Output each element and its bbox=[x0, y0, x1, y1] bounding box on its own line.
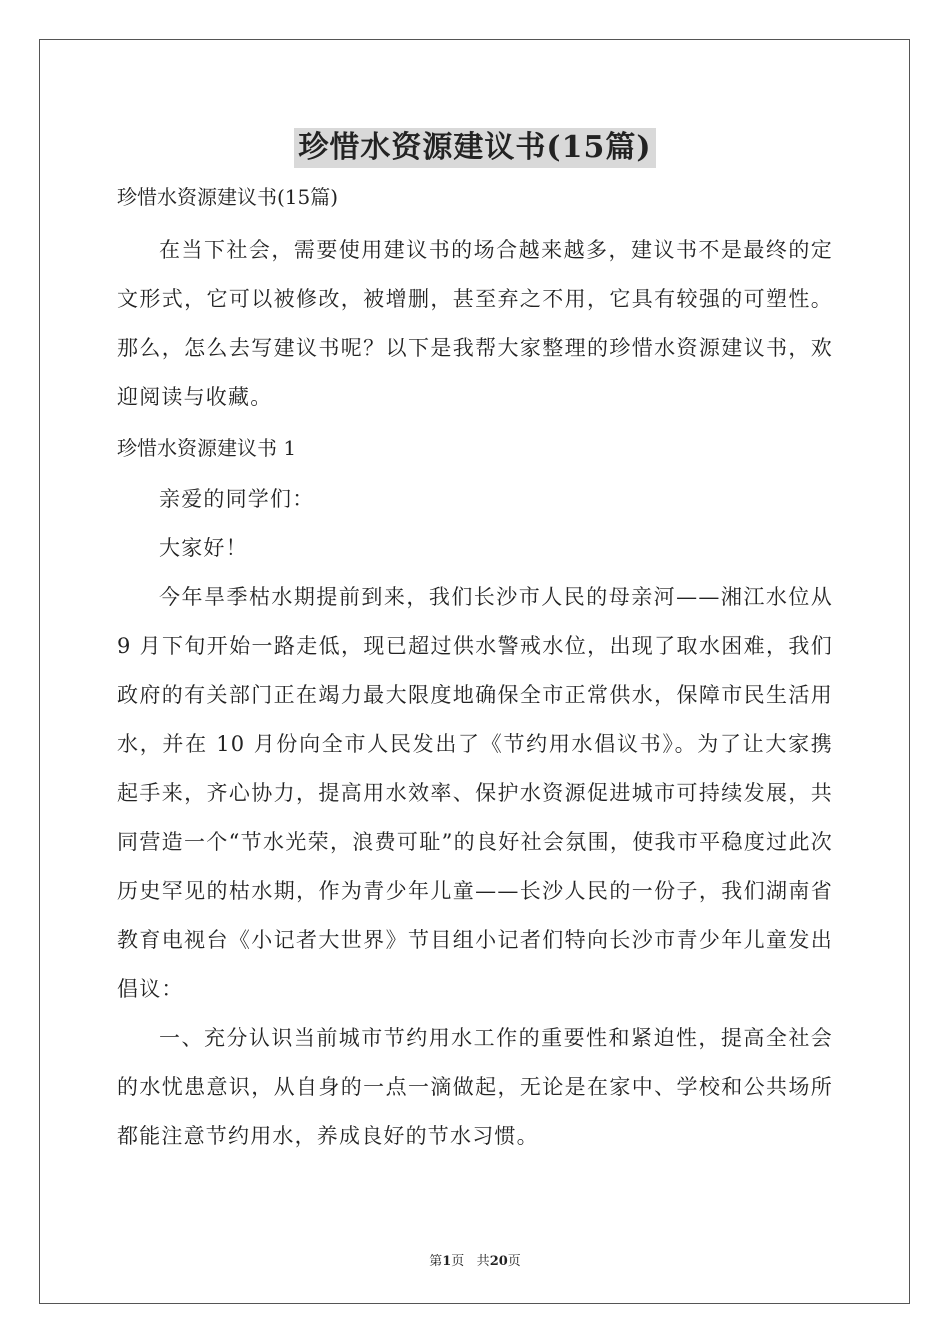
section-heading: 珍惜水资源建议书 1 bbox=[117, 436, 297, 460]
footer-page-prefix: 第 bbox=[429, 1254, 443, 1269]
hello-paragraph: 大家好！ bbox=[159, 536, 248, 560]
footer-total-prefix: 共 bbox=[476, 1254, 490, 1269]
greeting-paragraph: 亲爱的同学们： bbox=[159, 487, 315, 511]
footer-page-suffix: 页 bbox=[451, 1254, 465, 1269]
document-subtitle: 珍惜水资源建议书(15篇) bbox=[117, 185, 339, 209]
title-wrap bbox=[0, 128, 950, 168]
footer-total-number: 20 bbox=[489, 1254, 508, 1269]
document-title: 珍惜水资源建议书(15篇) bbox=[294, 128, 655, 168]
footer-total-suffix: 页 bbox=[507, 1254, 521, 1269]
footer-page-number: 1 bbox=[442, 1254, 452, 1269]
document-body bbox=[117, 180, 833, 1161]
body-paragraph-1: 今年旱季枯水期提前到来，我们长沙市人民的母亲河——湘江水位从 9 月下旬开始一路走低，现已超过供水警戒水位，出现了取水困难，我们政府的有关部门正在竭力最大限度地确保全市正常供水，保障市民生活用水，并在 10 月份向全市人民发出了《节约用水倡议书》。为了让大家携起手来，齐心协力，提高用水效率、保护水资源促进城市可持续发展，共同营造一个“节水光荣，浪费可耻”的良好社会氛围，使我市平稳度过此次历史罕见的枯水期，作为青少年儿童——长沙人民的一份子，我们湖南省教育电视台《小记者大世界》节目组小记者们特向长沙市青少年儿童发出倡议： bbox=[117, 585, 833, 1001]
intro-paragraph: 在当下社会，需要使用建议书的场合越来越多，建议书不是最终的定文形式，它可以被修改，被增删，甚至弃之不用，它具有较强的可塑性。那么，怎么去写建议书呢？以下是我帮大家整理的珍惜水资源建议书，欢迎阅读与收藏。 bbox=[117, 238, 833, 409]
page-footer bbox=[0, 1250, 950, 1269]
body-paragraph-2: 一、充分认识当前城市节约用水工作的重要性和紧迫性，提高全社会的水忧患意识，从自身的一点一滴做起，无论是在家中、学校和公共场所都能注意节约用水，养成良好的节水习惯。 bbox=[117, 1026, 833, 1148]
